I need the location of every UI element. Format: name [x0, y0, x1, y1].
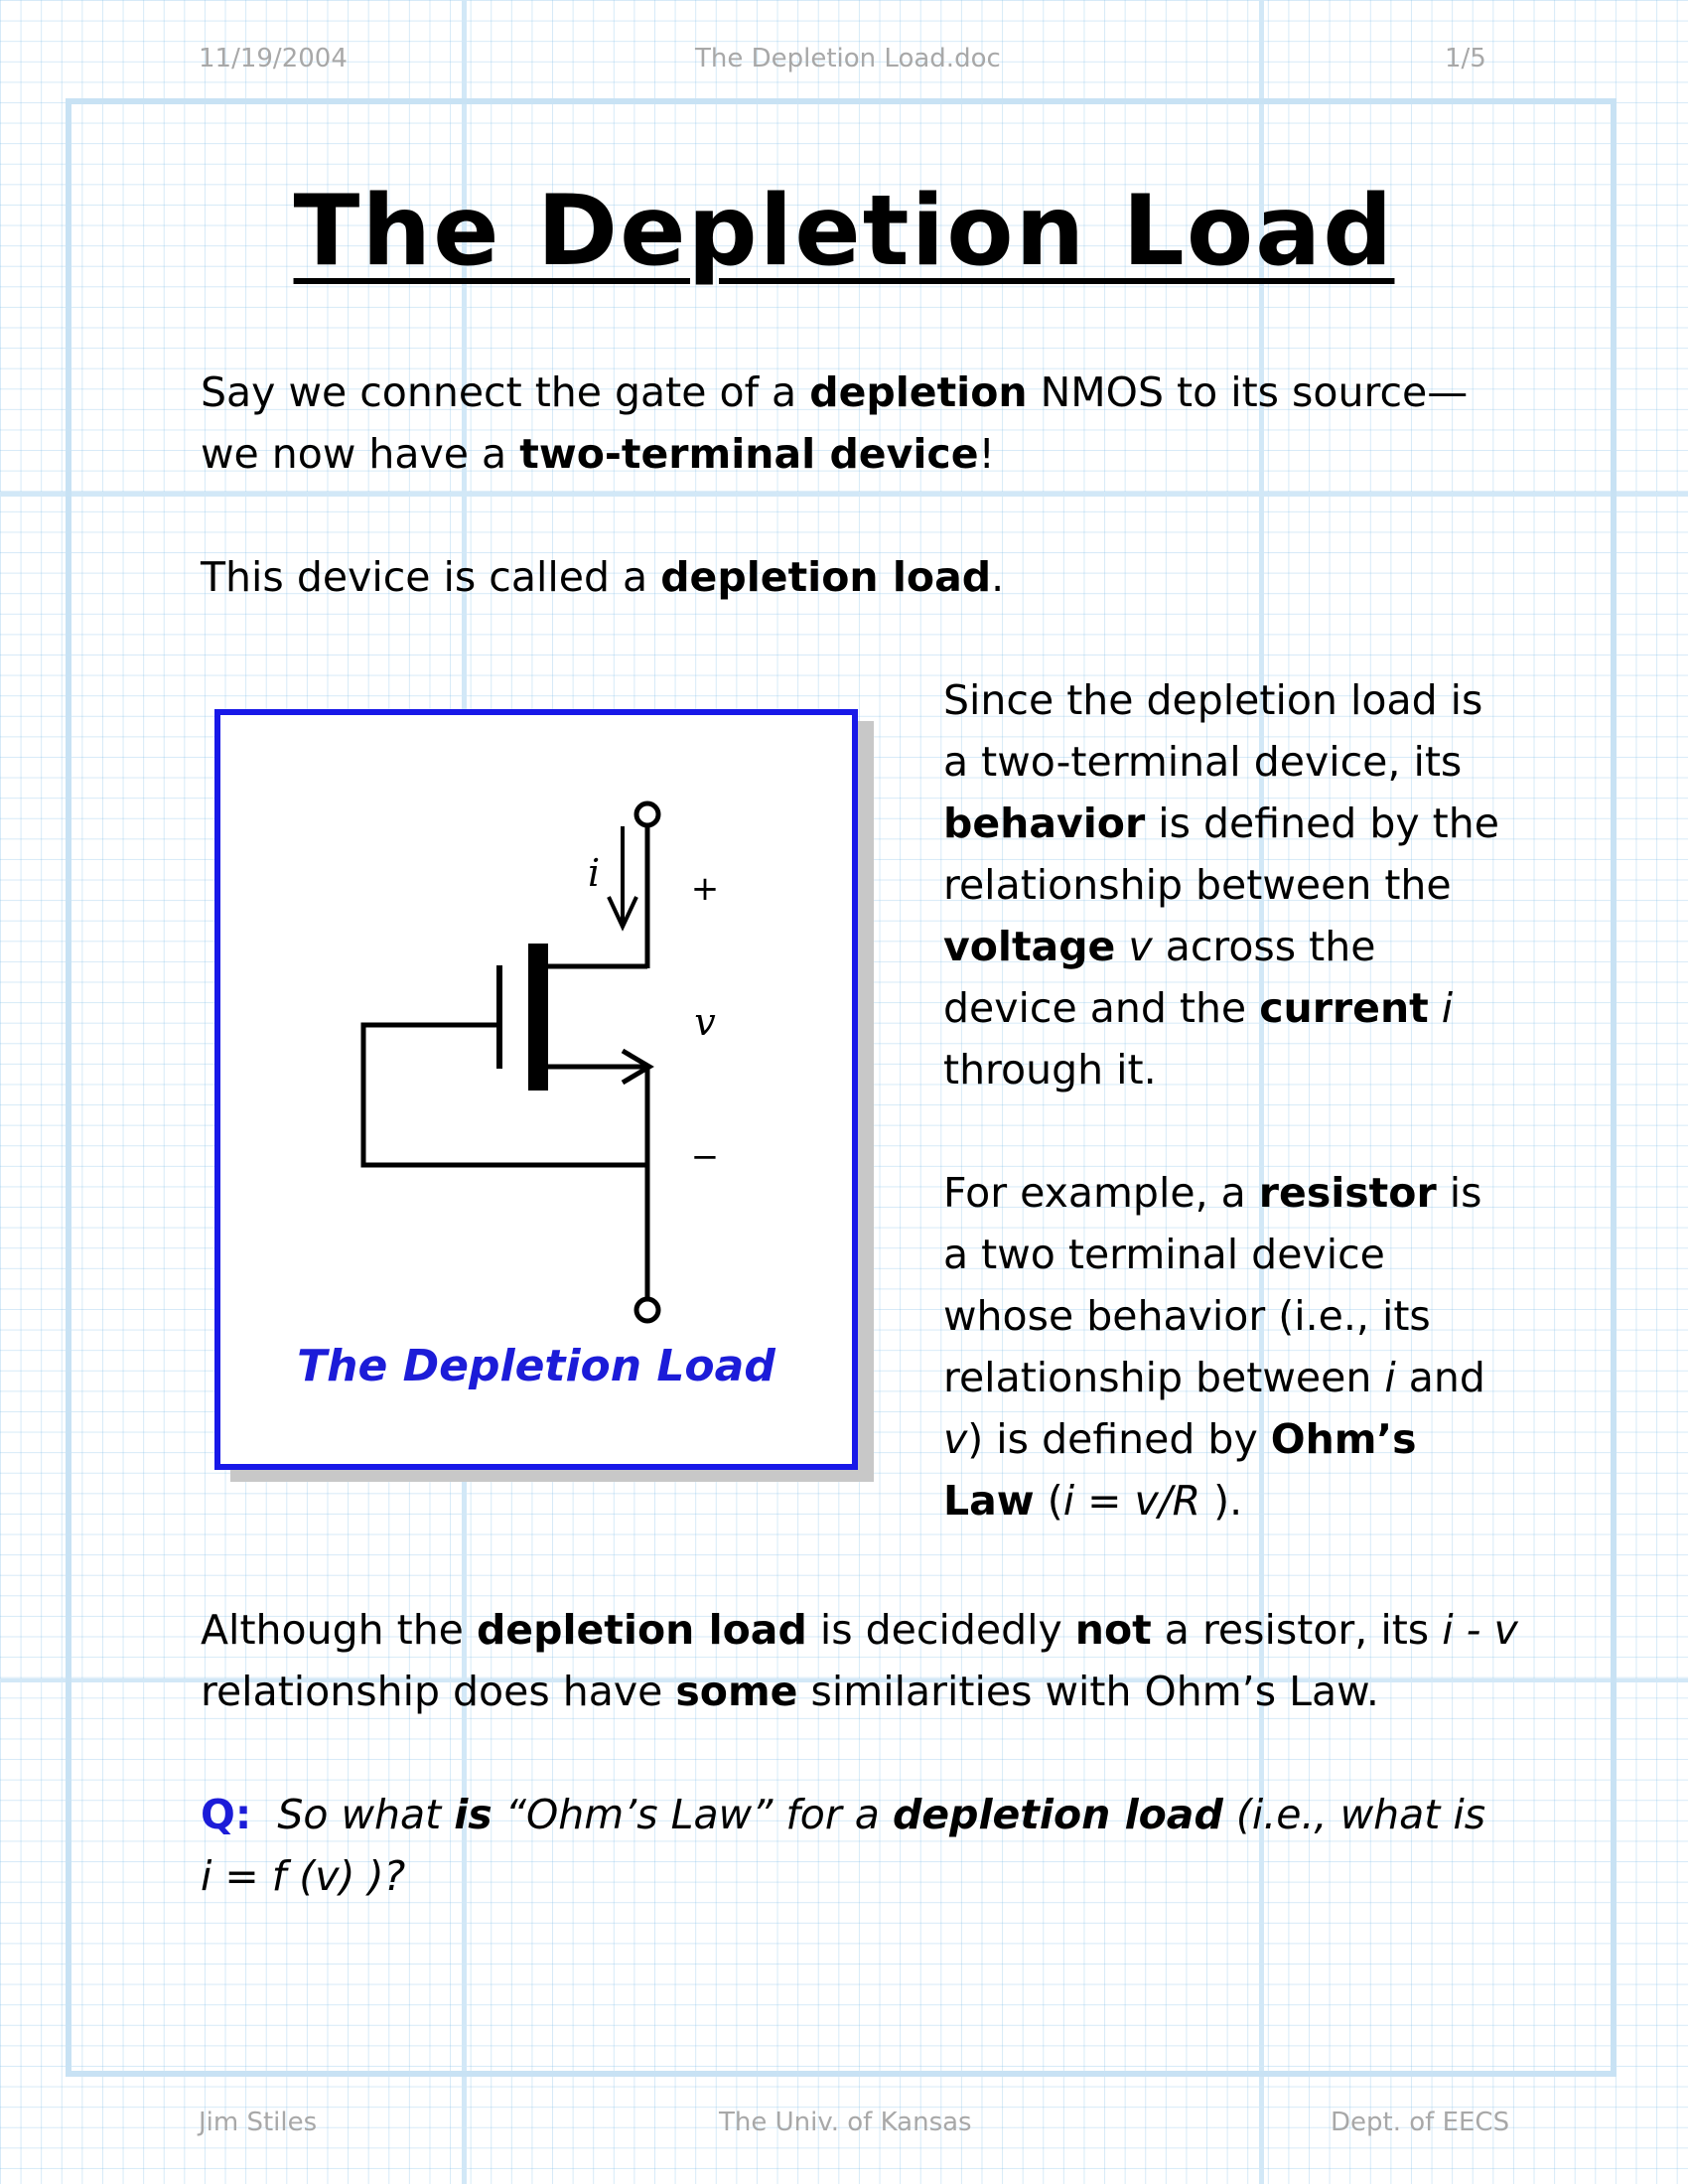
side-paragraph-1: Since the depletion load is a two-terminal device, its behavior is defined by the relationship between the voltage v across the device and the current i through it.: [943, 676, 1499, 1093]
figure-caption: The Depletion Load: [297, 1341, 775, 1391]
minus-label: −: [690, 1137, 720, 1177]
footer-university: The Univ. of Kansas: [719, 2108, 972, 2137]
closing-paragraph: Although the depletion load is decidedly not a resistor, its i - v relationship does have some similarities with Ohm’s Law.: [201, 1606, 1518, 1715]
footer-author: Jim Stiles: [199, 2108, 318, 2137]
page-title: The Depletion Load: [293, 175, 1395, 288]
intro-paragraph-1: Say we connect the gate of a depletion NMOS to its source— we now have a two-terminal device!: [201, 368, 1469, 478]
plus-label: +: [690, 869, 720, 909]
current-label: i: [588, 851, 601, 895]
side-paragraph-2: For example, a resistor is a two terminal device whose behavior (i.e., its relationship between i and v) is defined by Ohm’s Law (i = v/R ).: [943, 1169, 1485, 1525]
header-filename: The Depletion Load.doc: [695, 44, 1001, 73]
question-label: Q:: [201, 1791, 252, 1838]
header-page-number: 1/5: [1445, 44, 1486, 73]
circuit-figure: [214, 709, 858, 1470]
gate-to-source-wire: [363, 1025, 647, 1165]
header-date: 11/19/2004: [199, 44, 348, 73]
footer-department: Dept. of EECS: [1331, 2108, 1510, 2137]
intro-paragraph-2: This device is called a depletion load.: [201, 553, 1005, 601]
bottom-terminal-node: [636, 1299, 658, 1321]
channel-bar: [528, 944, 548, 1091]
top-terminal-node: [636, 803, 658, 825]
question-paragraph: Q: So what is “Ohm’s Law” for a depletion load (i.e., what is i = f (v) )?: [201, 1791, 1486, 1900]
voltage-label: v: [694, 1000, 716, 1044]
